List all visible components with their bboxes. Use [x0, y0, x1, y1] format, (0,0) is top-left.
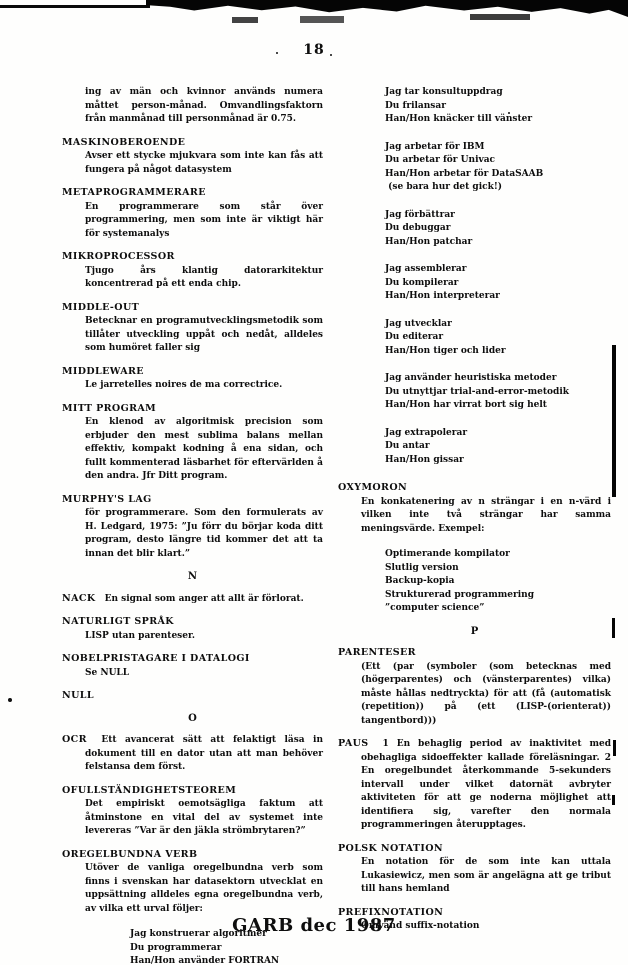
glossary-entry	[62, 365, 323, 393]
entry-definition: Se NULL	[85, 667, 130, 678]
glossary-entry	[62, 848, 323, 965]
entry-definition: En klenod av algoritmisk precision som erbjuder den mest sublima balans mellan effektiv, kompakt kodning å ena sidan, och fullt kommenterad läsbarhet för eftervärlden å den andra. Jfr Ditt program.	[85, 417, 323, 481]
verb-group	[338, 209, 611, 250]
glossary-entry	[62, 301, 323, 356]
glossary-entry	[338, 646, 611, 728]
list-line: Du programmerar	[130, 942, 222, 953]
list-line: Han/Hon knäcker till vänster	[385, 114, 533, 124]
glossary-entry	[62, 689, 323, 703]
list-line: Du editerar	[385, 332, 444, 342]
section-letter: O	[188, 712, 197, 724]
entry-term: MITT PROGRAM	[62, 402, 157, 414]
entry-definition: Det empiriskt oemotsägliga faktum att åtminstone en vital del av systemet inte levereras ”Var är den jäkla strömbrytaren?”	[85, 799, 323, 836]
list-line: Han/Hon använder FORTRAN	[130, 956, 280, 965]
list-line: Jag tar konsultuppdrag	[385, 87, 503, 97]
list-line: Jag utvecklar	[385, 318, 452, 329]
entry-term: MIDDLEWARE	[62, 365, 144, 377]
list-line: Han/Hon arbetar för DataSAAB	[385, 168, 544, 179]
list-line: Jag extrapolerar	[385, 427, 468, 438]
scan-speck	[8, 698, 12, 702]
glossary-entry	[62, 402, 323, 484]
entry-term: OREGELBUNDNA VERB	[62, 848, 198, 860]
entry-definition: för programmerare. Som den formulerats av H. Ledgard, 1975: ”Ju förr du börjar koda ditt program, desto längre tid kommer det att ta innan det blir klart.”	[85, 508, 323, 559]
list-line: Han/Hon patchar	[385, 236, 473, 247]
list-line: Du frilansar	[385, 100, 446, 111]
left-column	[62, 86, 323, 965]
entry-term: OFULLSTÄNDIGHETSTEOREM	[62, 784, 237, 796]
scan-smudge	[300, 16, 344, 23]
entry-term: MURPHY'S LAG	[62, 493, 152, 505]
list-line: Han/Hon tiger och lider	[385, 345, 506, 356]
scan-artifact-top-band	[146, 0, 628, 17]
entry-term: MIKROPROCESSOR	[62, 251, 175, 262]
entry-definition: Avser ett stycke mjukvara som inte kan fås att fungera på något datasystem	[85, 151, 323, 175]
list-line: Du utnyttjar trial-and-error-metodik	[385, 386, 569, 397]
entry-term: MIDDLE-OUT	[62, 301, 140, 313]
entry-term: METAPROGRAMMERARE	[62, 187, 206, 198]
entry-term: PARENTESER	[338, 647, 416, 658]
scan-artifact-right-edge	[612, 345, 616, 497]
list-line: Du debuggar	[385, 223, 451, 233]
list-line: Jag använder heuristiska metoder	[385, 373, 557, 383]
list-line: Jag arbetar för IBM	[385, 141, 485, 152]
glossary-entry	[62, 136, 323, 178]
glossary-entry	[338, 842, 611, 897]
glossary-entry	[62, 186, 323, 241]
list-line: Han/Hon gissar	[385, 454, 464, 465]
entry-definition: Utöver de vanliga oregelbundna verb som finns i svenskan har datasektorn utvecklat en uppsättning alldeles egna oregelbundna verb, av vilka ett urval följer:	[85, 863, 323, 914]
list-line: Han/Hon interpreterar	[385, 291, 500, 301]
entry-definition: En notation för de som inte kan uttala Lukasiewicz, men som är angelägna att ge tribut till hans hemland	[361, 857, 611, 894]
list-line: ”computer science”	[385, 603, 485, 613]
glossary-entry	[62, 493, 323, 562]
list-line: Jag förbättrar	[385, 209, 455, 220]
glossary-entry	[62, 784, 323, 839]
list-line: Backup-kopia	[385, 576, 455, 586]
verb-group	[338, 86, 611, 127]
list-line: Slutlig version	[385, 562, 459, 573]
list-line: Du kompilerar	[385, 277, 459, 288]
list-line: (se bara hur det gick!)	[385, 182, 503, 192]
glossary-entry	[62, 250, 323, 292]
verb-group	[338, 318, 611, 359]
glossary-entry: PAUS 1 En behaglig period av inaktivitet med obehagliga sidoeffekter kallade föreläsningar. 2 En oregelbundet återkommande 5-sekunders intervall under vilket datornät avbryter aktiviteten för att ge noderna möjlighet att identifiera sig, varefter den normala programmeringen återupptages.	[338, 738, 611, 830]
entry-definition: En konkatenering av n strängar i en n-värd i vilken inte två strängar har samma meningsvärde. Exempel:	[361, 496, 611, 534]
entry-definition: LISP utan parenteser.	[85, 630, 196, 641]
list-line: Du arbetar för Univac	[385, 155, 496, 165]
page-footer: GARB dec 1987	[232, 915, 396, 936]
glossary-entry	[338, 481, 611, 616]
glossary-entry: NACK En signal som anger att allt är förlorat.	[62, 592, 304, 604]
list-line: Jag assemblerar	[385, 264, 467, 274]
scan-artifact-top-line	[0, 5, 150, 8]
verb-group	[338, 141, 611, 195]
entry-term: PREFIXNOTATION	[338, 906, 444, 918]
entry-definition: Omvänd suffix-notation	[361, 921, 480, 931]
scan-artifact-right-edge	[613, 740, 616, 756]
entry-term: OCR	[62, 734, 87, 745]
entry-term: NATURLIGT SPRÅK	[62, 616, 174, 627]
scan-smudge	[470, 14, 530, 20]
continuation-paragraph: ing av män och kvinnor används numera måttet person-månad. Omvandlingsfaktorn från manmånad till personmånad är 0.75.	[85, 87, 323, 124]
page-number: 18	[303, 42, 325, 58]
entry-term: MASKINOBEROENDE	[62, 136, 186, 148]
list-line: Du antar	[385, 441, 430, 451]
entry-definition: (Ett (par (symboler (som betecknas med (högerparentes) och (vänsterparentes) vilka) måste hållas nedtryckta) för att (få (automatisk (repetition)) på (ett (LISP-(orienterat)) tangentbord)))	[361, 661, 611, 726]
glossary-entry	[62, 615, 323, 643]
verb-group	[338, 372, 611, 413]
list-line: Jag konstruerar algoritmer	[130, 929, 267, 939]
entry-term: NACK	[62, 592, 96, 604]
right-column	[338, 86, 611, 943]
list-line: Optimerande kompilator	[385, 549, 510, 559]
section-letter: N	[187, 571, 198, 582]
verb-group	[338, 263, 611, 304]
entry-definition: Le jarretelles noires de ma correctrice.	[85, 380, 283, 390]
scan-artifact-right-edge	[612, 618, 615, 638]
glossary-entry: OCR Ett avancerat sätt att felaktigt läsa in dokument till en dator utan att man behöver felstansa dem först.	[62, 734, 323, 772]
list-line: Han/Hon har virrat bort sig helt	[385, 400, 547, 410]
scan-artifact-right-edge	[612, 795, 615, 805]
entry-definition: Tjugo års klantig datorarkitektur koncentrerad på ett enda chip.	[85, 265, 323, 289]
list-line: Strukturerad programmering	[385, 589, 535, 600]
entry-term: NOBELPRISTAGARE I DATALOGI	[62, 653, 250, 664]
entry-definition: Betecknar en programutvecklingsmetodik som tillåter utveckling uppåt och nedåt, alldeles som humöret faller sig	[85, 316, 323, 353]
entry-term: NULL	[62, 690, 94, 701]
verb-group	[338, 427, 611, 468]
glossary-entry	[62, 652, 323, 680]
example-list	[338, 548, 611, 616]
section-letter: P	[470, 625, 479, 637]
entry-definition: En programmerare som står över programmering, men som inte är viktigt här för systemanalys	[85, 201, 323, 239]
entry-term: POLSK NOTATION	[338, 842, 443, 854]
entry-term: PAUS	[338, 738, 369, 749]
scan-smudge	[232, 17, 258, 23]
entry-term: OXYMORON	[338, 482, 408, 493]
